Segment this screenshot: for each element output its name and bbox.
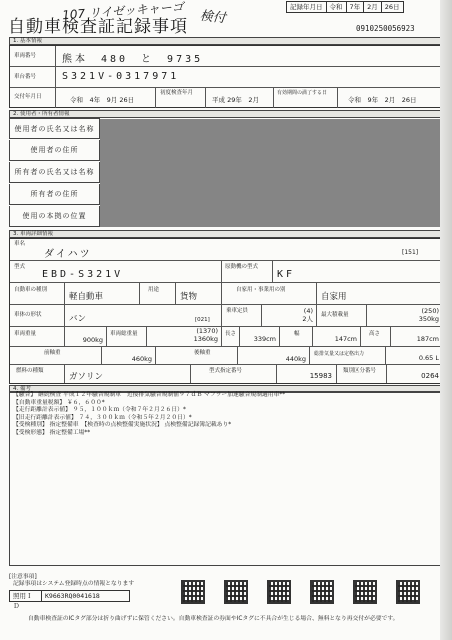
weight-label: 車両重量 bbox=[14, 331, 37, 337]
record-date-year: 7年 bbox=[347, 2, 365, 12]
capacity-value: (4) 2人 bbox=[302, 307, 313, 323]
section-remarks-heading: 4. 備考 bbox=[9, 385, 444, 393]
qr-code-1 bbox=[181, 580, 205, 604]
section-basic-heading: 1. 基本情報 bbox=[9, 37, 444, 45]
system-id-box bbox=[9, 590, 130, 610]
type-designation-value: 15983 bbox=[309, 372, 332, 380]
section-basic-table bbox=[9, 45, 444, 108]
category-label: 類別区分番号 bbox=[343, 368, 377, 374]
max-load-label: 最大積載量 bbox=[321, 312, 349, 318]
issue-date-value: 令和 4年 9月 26日 bbox=[70, 96, 135, 104]
footer-note: 自動車検査証のICタグ部分は折り曲げずに保管ください。自動車検査証の券面やICタグに不具合が生じる場合、無料となり再交付が必要です。 bbox=[28, 616, 399, 622]
kind-value: 軽自動車 bbox=[69, 292, 104, 302]
qr-code-4 bbox=[310, 580, 334, 604]
front-axle-value: 460kg bbox=[131, 355, 152, 363]
use-value: 貨物 bbox=[180, 292, 198, 302]
width-label: 幅 bbox=[294, 331, 300, 337]
record-date-era: 令和 bbox=[327, 2, 347, 12]
length-value: 339cm bbox=[253, 335, 276, 343]
remarks-box bbox=[9, 391, 444, 566]
notice-text: 記録事項はシステム登録時点の情報となります bbox=[13, 581, 135, 587]
remark-line-4: 【旧走行距離計表示値】 ７４，３００ｋｍ（令和５年２月２０日）* bbox=[13, 414, 192, 421]
expiry-date-label: 有効期間の満了する日 bbox=[277, 90, 328, 96]
maker-value: ダイハツ bbox=[44, 249, 92, 260]
front-axle-label: 前軸重 bbox=[44, 350, 61, 356]
qr-code-6 bbox=[396, 580, 420, 604]
notice-block bbox=[9, 574, 134, 588]
max-load-value: (250) 350kg bbox=[418, 307, 439, 323]
qr-code-2 bbox=[224, 580, 248, 604]
owner-name-label: 所有者の氏名又は名称 bbox=[9, 162, 100, 183]
remark-line-2: 【自動車重量税額】 ￥６，６００* bbox=[13, 399, 105, 406]
remark-line-3: 【走行距離計表示値】 ９５，１００ｋｍ（令和７年２月２６日）* bbox=[13, 407, 186, 414]
capacity-label: 乗車定員 bbox=[226, 308, 249, 314]
maker-label: 車名 bbox=[14, 241, 26, 247]
use-label: 用途 bbox=[148, 287, 160, 293]
scan-edge-shadow bbox=[440, 0, 452, 640]
page-title: 自動車検査証記録事項 bbox=[8, 17, 188, 37]
record-date-day: 26日 bbox=[384, 3, 400, 11]
section-vehicle-table bbox=[9, 238, 444, 384]
handwritten-note-stamp: 検付 bbox=[199, 8, 227, 27]
first-reg-label: 初度検査年月 bbox=[160, 90, 194, 96]
length-label: 長さ bbox=[225, 331, 237, 337]
system-id-value: K9663RQ0041618 bbox=[45, 592, 100, 600]
shape-code: [021] bbox=[195, 317, 210, 323]
gross-weight-label: 車両総重量 bbox=[110, 331, 138, 337]
gross-weight-value: (1370) 1360kg bbox=[193, 327, 218, 343]
displacement-value: 0.65 L bbox=[418, 354, 439, 362]
category-value: 0264 bbox=[421, 372, 439, 380]
engine-label: 原動機の型式 bbox=[225, 264, 259, 270]
remark-line-6: 【受検形態】 指定整備工場** bbox=[13, 429, 91, 436]
shape-value: バン bbox=[69, 314, 87, 324]
kind-label: 自動車の種別 bbox=[14, 287, 48, 293]
redacted-owner-info bbox=[100, 119, 444, 227]
fuel-label: 燃料の種類 bbox=[16, 368, 44, 374]
expiry-date-value: 令和 9年 2月 26日 bbox=[348, 96, 417, 104]
section-vehicle-heading: 3. 車両詳細情報 bbox=[9, 230, 444, 238]
remark-line-1: 【騒音】 継続検査 平成１２年騒音規制車 近接排気騒音規制値９７ｄＢ マフラー加速騒音規制適用車** bbox=[13, 392, 286, 398]
rear-axle-label: 後軸重 bbox=[194, 350, 211, 356]
issue-date-label: 交付年月日 bbox=[14, 94, 42, 100]
notice-title: [注意事項] bbox=[9, 574, 37, 580]
height-value: 187cm bbox=[416, 335, 439, 343]
shape-label: 車体の形状 bbox=[14, 312, 42, 318]
engine-value: KF bbox=[277, 269, 296, 280]
record-date-box bbox=[286, 1, 404, 13]
rear-axle-value: 440kg bbox=[285, 355, 306, 363]
base-location-label: 使用の本拠の位置 bbox=[9, 206, 100, 227]
user-name-label: 使用者の氏名又は名称 bbox=[9, 118, 100, 139]
private-value: 自家用 bbox=[321, 292, 347, 302]
remark-line-5: 【受検種別】 指定整備車 【検査時の点検整備実施状況】 点検整備記録簿記載あり* bbox=[13, 422, 232, 429]
chassis-number-value: S321V-0317971 bbox=[62, 71, 180, 82]
model-value: EBD-S321V bbox=[42, 269, 124, 280]
qr-code-3 bbox=[267, 580, 291, 604]
handwritten-note-model: 107 リイゼッキャーゴ bbox=[61, 0, 185, 23]
height-label: 高さ bbox=[369, 331, 381, 337]
reg-number-value: 熊本 480 と 9735 bbox=[62, 54, 204, 65]
system-id-label: 照用ＩＤ bbox=[10, 591, 42, 601]
first-reg-value: 平成 29年 2月 bbox=[212, 96, 259, 104]
maker-code: [151] bbox=[402, 249, 419, 256]
width-value: 147cm bbox=[334, 335, 357, 343]
record-date-label: 記録年月日 bbox=[287, 2, 327, 12]
chassis-number-label: 車台番号 bbox=[14, 74, 37, 80]
private-label: 自家用・事業用の別 bbox=[236, 287, 286, 293]
model-label: 型式 bbox=[14, 264, 26, 270]
qr-code-5 bbox=[353, 580, 377, 604]
type-designation-label: 型式指定番号 bbox=[209, 368, 243, 374]
record-date-month: 2月 bbox=[364, 2, 382, 12]
fuel-value: ガソリン bbox=[69, 372, 104, 382]
section-owner-heading: 2. 使用者・所有者情報 bbox=[9, 110, 444, 118]
reg-number-label: 車両番号 bbox=[14, 53, 37, 59]
owner-address-label: 所有者の住所 bbox=[9, 184, 100, 205]
displacement-label: 総排気量又は定格出力 bbox=[314, 351, 365, 357]
document-number: 0910250056923 bbox=[356, 24, 415, 33]
weight-value: 900kg bbox=[82, 336, 103, 344]
user-address-label: 使用者の住所 bbox=[9, 140, 100, 161]
